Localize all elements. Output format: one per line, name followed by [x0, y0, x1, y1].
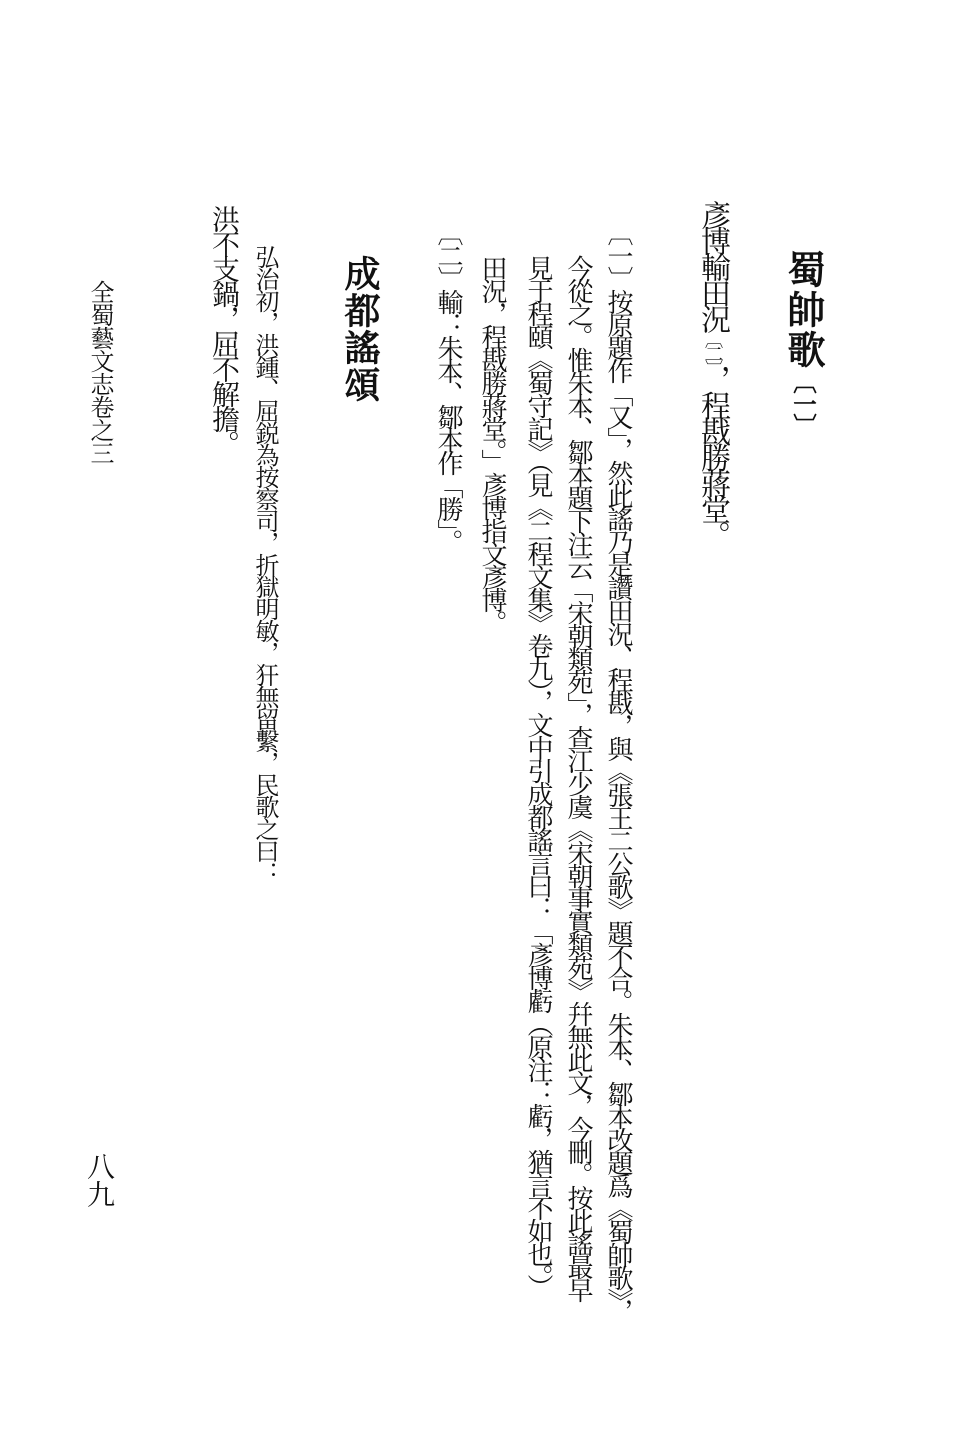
note-marker: 〔二〕	[702, 330, 723, 365]
verse-text: 彥博輸田況	[695, 200, 730, 330]
verse-line	[695, 200, 730, 547]
note-line	[605, 220, 631, 1321]
note-marker: 〔二〕	[433, 220, 463, 289]
verse-text: ，程戡勝蔣堂。	[695, 364, 730, 547]
preface-line: 弘治初，洪鍾、屈鋭為按察司，折獄明敏，犴無留繫，民歌之曰：	[251, 245, 279, 883]
note-marker: 〔一〕	[789, 370, 817, 435]
note-line	[435, 220, 461, 552]
running-header: 全蜀藝文志卷之三	[86, 280, 114, 464]
note-text: 輸：朱本、鄒本作「勝」。	[433, 289, 463, 552]
note-line: 見于程頤《蜀守記》（見《二程文集》卷九），文中引成都謠言曰：「彥博虧（原注：虧，猶言不如也。）	[523, 255, 553, 1297]
note-marker: 〔一〕	[603, 220, 633, 289]
poem-title: 成都謠頌	[339, 255, 381, 403]
poem-title-text: 蜀帥歌	[781, 250, 826, 370]
note-text: 按原題作「又」，然此謠乃是讚田況、程戡，與《張王二公歌》題不合。朱本、鄒本改題爲《蜀帥歌》，	[603, 289, 633, 1321]
note-line: 田況，程戡勝蔣堂。」彥博指文彥博。	[477, 255, 507, 633]
poem-title	[781, 250, 826, 435]
page-number: 八九	[83, 1152, 116, 1208]
verse-line: 洪不支鍋，屈不解擔。	[208, 205, 241, 455]
note-line: 今從之。惟朱本、鄒本題下注云「宋朝類苑」，查江少虞《宋朝事實類苑》幷無此文，今刪。按此謠最早	[563, 255, 593, 1300]
